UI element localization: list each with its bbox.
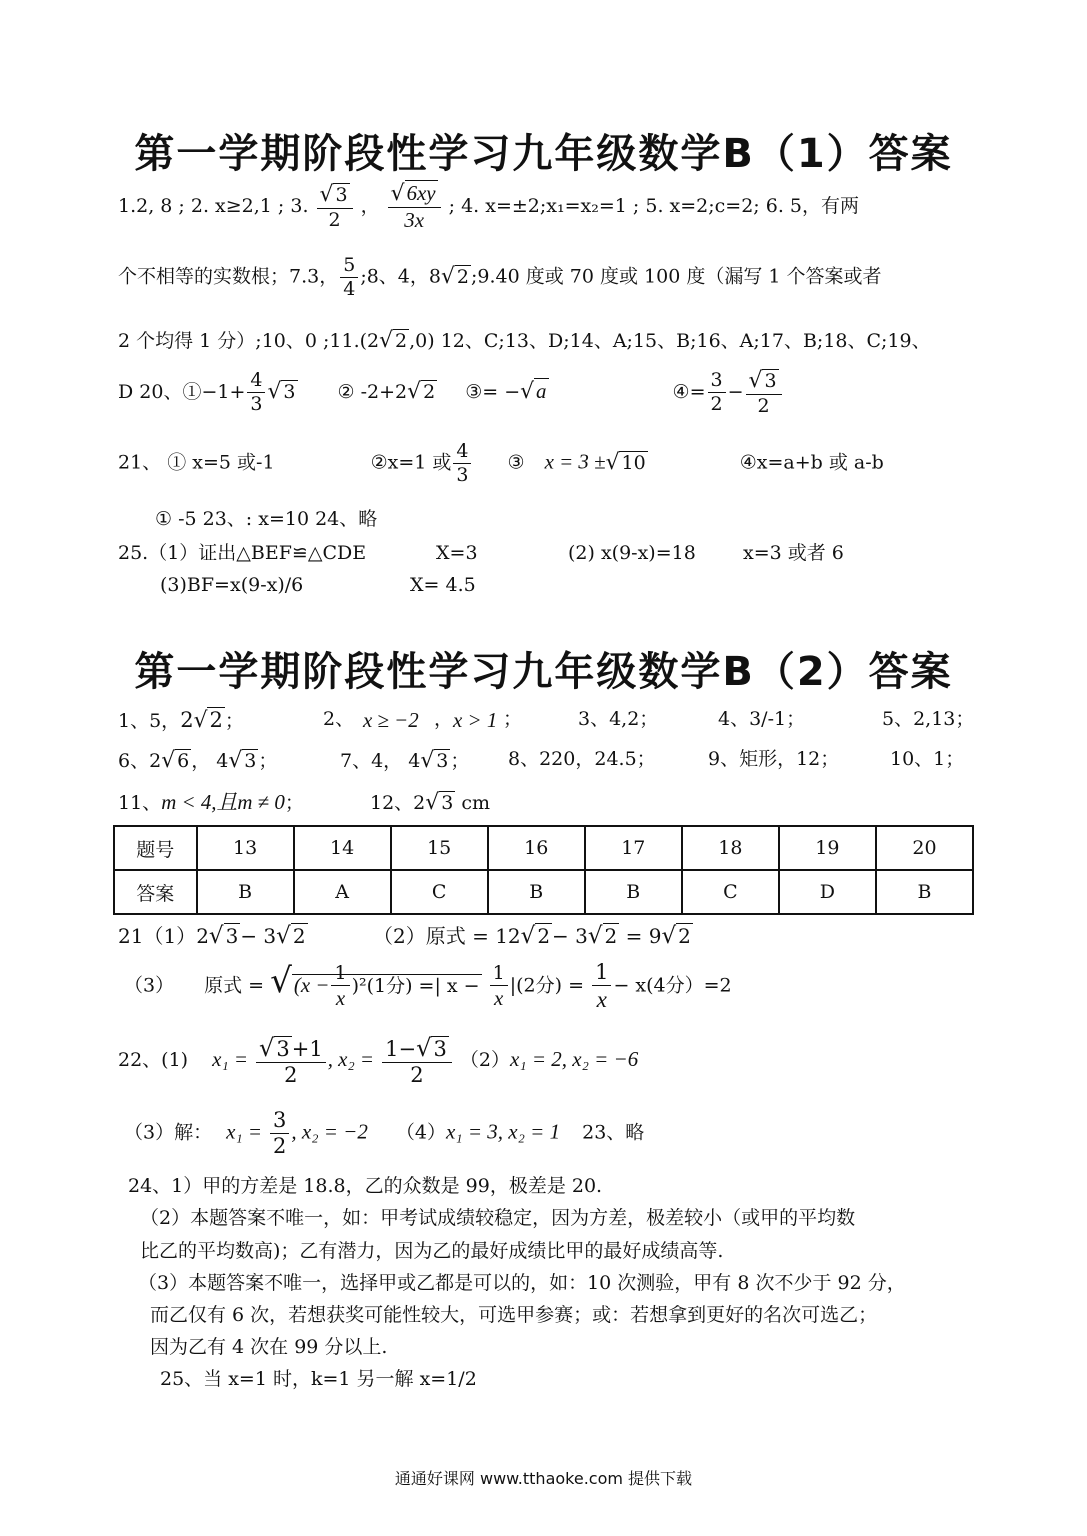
- table-cell: B: [585, 870, 682, 914]
- table-cell: 答案: [114, 870, 197, 914]
- table-cell: C: [391, 870, 488, 914]
- sqrt: √ 2: [379, 328, 408, 353]
- table-cell: B: [197, 870, 294, 914]
- text: ;8、4，8: [360, 265, 441, 288]
- footer: 通通好课网 www.tthaoke.com 提供下载: [394, 1469, 693, 1488]
- s1-line1: [118, 183, 859, 231]
- s1-line7: [118, 542, 844, 564]
- text: X= 4.5: [410, 574, 476, 596]
- table-cell: 19: [779, 826, 876, 870]
- text: ② -2+2: [337, 380, 408, 403]
- table-cell: 16: [488, 826, 585, 870]
- table-row: [114, 826, 973, 870]
- table-cell: B: [488, 870, 585, 914]
- sqrt: √ 10: [605, 449, 646, 475]
- s2-q22: 22、(1) x₁ = $\frac{√3+1}{2}$ , x₂ = $\frac{1-√3}{2}$ （2）x₁ = 2, x₂ = −6: [118, 1034, 639, 1088]
- fraction: $\frac{5}{4}$: [340, 256, 358, 299]
- text: ，: [360, 194, 380, 217]
- text: (3)BF=x(9-x)/6: [160, 574, 304, 596]
- s1-line8: [160, 574, 476, 596]
- sqrt: √ 2: [440, 263, 469, 289]
- q25-line: 25、当 x=1 时，k=1 另一解 x=1/2: [160, 1368, 477, 1390]
- s2-line3: 11、m < 4,且m ≠ 0； 12、2√ 3 cm: [118, 790, 490, 815]
- table-cell: 14: [294, 826, 391, 870]
- s1-line5: [118, 442, 884, 485]
- s2-line1: 1、5，2√2 ； 2、 x ≥ −2 ， x > 1 ； 3、4,2； 4、3/-1； 5、2,13；: [118, 708, 975, 733]
- table-cell: B: [876, 870, 973, 914]
- text: ,0) 12、C;13、D;14、A;15、B;16、A;17、B;18、C;19、: [409, 330, 931, 352]
- table-row: [114, 870, 973, 914]
- table-cell: 题号: [114, 826, 197, 870]
- text: ; 4. x=±2;x₁=x₂=1 ; 5. x=2;c=2; 6. 5，有两: [448, 194, 860, 217]
- q24-line1: 24、1）甲的方差是 18.8，乙的众数是 99，极差是 20.: [128, 1175, 603, 1197]
- text: ;9.40 度或 70 度或 100 度（漏写 1 个答案或者: [471, 265, 882, 288]
- sqrt: √ 2: [661, 923, 691, 949]
- text: ②x=1 或: [370, 451, 452, 474]
- text: 21、 ① x=5 或-1: [118, 451, 275, 474]
- s2-q21: 21（1）2√ 3 − 3√ 2 （2）原式 = 12√ 2 − 3√ 2 = 9√ 2: [118, 923, 691, 949]
- s2-line2: 6、2√ 6 ， 4√ 3 ； 7、4， 4√ 3 ； 8、220，24.5； 9、矩形，12； 10、1；: [118, 748, 965, 773]
- sqrt: √ 6: [161, 748, 190, 773]
- text: 个不相等的实数根；7.3，: [118, 265, 339, 288]
- table-cell: 18: [682, 826, 779, 870]
- sqrt: √ 2: [407, 378, 436, 404]
- text: 25.（1）证出△BEF≌△CDE: [118, 542, 367, 564]
- sqrt: √(x − $\frac{1}{x}$ )²(1分) =| x −: [270, 960, 480, 1011]
- text: D 20、①−1+: [118, 380, 246, 403]
- section2-title: 第一学期阶段性学习九年级数学B（2）答案: [134, 649, 953, 695]
- text: −: [727, 380, 744, 403]
- sqrt: √ 3: [208, 923, 239, 949]
- q24-line3: 比乙的平均数高)；乙有潜力，因为乙的最好成绩比甲的最好成绩高等.: [140, 1240, 724, 1262]
- q24-line5: 而乙仅有 6 次，若想获奖可能性较大，可选甲参赛；或：若想拿到更好的名次可选乙；: [150, 1304, 878, 1326]
- s1-line3: [118, 330, 931, 352]
- sqrt: √ 3: [267, 378, 296, 404]
- s1-line6: ① -5 23、: x=10 24、略: [155, 508, 378, 530]
- sqrt: √ 3: [228, 748, 257, 773]
- q24-line2: （2）本题答案不唯一，如：甲考试成绩较稳定，因为方差，极差较小（或甲的平均数: [140, 1207, 856, 1229]
- text: x = 3 ±: [544, 449, 606, 474]
- text: ④=: [672, 380, 706, 403]
- table-cell: 15: [391, 826, 488, 870]
- fraction: $\frac{3}{2}$: [708, 371, 726, 414]
- sqrt: √ 2: [276, 923, 306, 949]
- text: 2 个均得 1 分）;10、0 ;11.(2: [118, 330, 380, 352]
- text: ③: [507, 451, 525, 474]
- table-cell: 13: [197, 826, 294, 870]
- table-cell: 20: [876, 826, 973, 870]
- table-cell: C: [682, 870, 779, 914]
- s2-q21-3: （3） 原式 = √(x − $\frac{1}{x}$ )²(1分) =| x − $\frac{1}{x}$ |(2分) = $\frac{1}{x}$ − x(4分）=2: [124, 960, 732, 1012]
- sqrt: √ 2: [520, 923, 551, 949]
- fraction: $\frac{√ 3}{2}$: [317, 184, 353, 230]
- fraction: $\frac{4}{3}$: [247, 371, 265, 414]
- fraction: $\frac{√6xy}{3x}$: [388, 183, 441, 231]
- sqrt: √ 3: [420, 748, 449, 773]
- text: X=3: [436, 542, 478, 564]
- s2-q22-3: （3）解： x₁ = $\frac{3}{2}$ , x₂ = −2 （4）x₁ = 3, x₂ = 1 23、略: [124, 1108, 645, 1158]
- s1-line2: [118, 256, 882, 299]
- fraction: $\frac{√ 3}{2}$: [746, 370, 782, 416]
- sqrt: √ 2: [587, 923, 618, 949]
- table-cell: D: [779, 870, 876, 914]
- text: (2) x(9-x)=18: [568, 542, 696, 564]
- s1-line4: [118, 370, 784, 416]
- text: ③= −: [465, 380, 521, 403]
- section1-title: 第一学期阶段性学习九年级数学B（1）答案: [134, 131, 953, 177]
- table-cell: A: [294, 870, 391, 914]
- text: 1.2, 8 ; 2. x≥2,1 ; 3.: [118, 194, 309, 217]
- text: x=3 或者 6: [743, 542, 844, 564]
- table-cell: 17: [585, 826, 682, 870]
- fraction: $\frac{4}{3}$: [453, 442, 471, 485]
- sqrt: √2: [193, 708, 223, 733]
- text: ④x=a+b 或 a-b: [739, 451, 884, 474]
- q24-line4: （3）本题答案不唯一，选择甲或乙都是可以的，如：10 次测验，甲有 8 次不少于 92 分，: [138, 1272, 906, 1294]
- text: 1、5，: [118, 710, 181, 732]
- sqrt: √ 3: [425, 790, 454, 815]
- q24-line6: 因为乙有 4 次在 99 分以上.: [150, 1336, 388, 1358]
- sqrt: √a: [520, 378, 547, 404]
- answer-table: [113, 825, 974, 915]
